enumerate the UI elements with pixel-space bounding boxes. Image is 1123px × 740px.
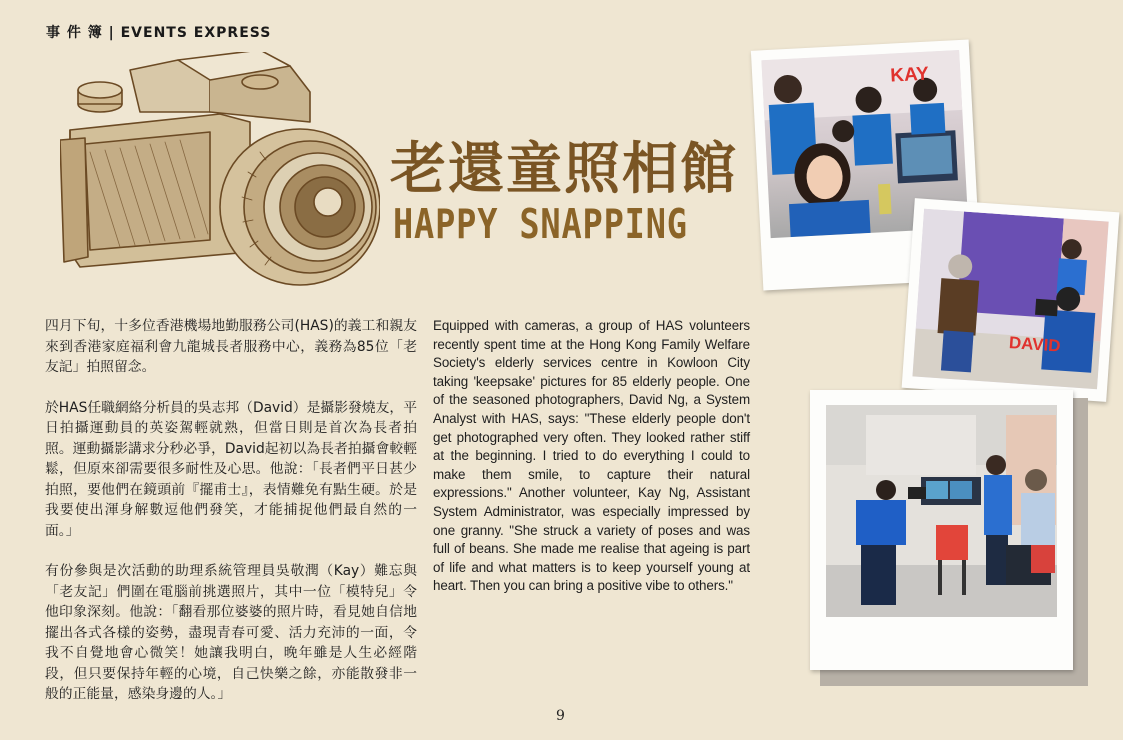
photo-label-david: DAVID bbox=[1008, 333, 1062, 356]
chinese-paragraph: 四月下旬，十多位香港機場地勤服務公司(HAS)的義工和親友來到香港家庭福利會九龍城長者服務中心，義務為85位「老友記」拍照留念。 bbox=[45, 318, 417, 375]
photo-david-scene bbox=[912, 209, 1108, 389]
chinese-paragraph: 有份參與是次活動的助理系統管理員吳敬潤（Kay）難忘與「老友記」們圍在電腦前挑選照片，其中一位「模特兒」令他印象深刻。他說：「翻看那位婆婆的照片時，看見她自信地擺出各式各樣的姿勢，盡現青春可愛、活力充沛的一面，令我不自覺地會心微笑！她讓我明白，晚年雖是人生必經階段，但只要保持年輕的心境，自己快樂之餘，亦能散發非一般的正能量，感染身邊的人。」 bbox=[45, 563, 417, 702]
page-number: 9 bbox=[556, 708, 565, 724]
section-header: 事 件 簿 | EVENTS EXPRESS bbox=[46, 25, 272, 41]
chinese-paragraph: 於HAS任職網絡分析員的吳志邦（David）是攝影發燒友，平日拍攝運動員的英姿駕輕就熟，但當日則是首次為長者拍照。運動攝影講求分秒必爭，David起初以為長者拍攝會較輕鬆，但原來卻需要很多耐性及心思。他說：「長者們平日甚少拍照，要他們在鏡頭前『擺甫士』，表情難免有點生硬。於是我要使出渾身解數逗他們發笑，才能捕捉他們最自然的一面。」 bbox=[45, 399, 417, 539]
photo-group-image bbox=[826, 405, 1057, 617]
photo-david-image bbox=[912, 209, 1108, 389]
title-english: HAPPY SNAPPING bbox=[393, 200, 688, 248]
title-chinese: 老還童照相館 bbox=[390, 137, 738, 202]
photo-david bbox=[902, 198, 1120, 402]
photo-group-scene bbox=[826, 405, 1057, 617]
chinese-article bbox=[45, 316, 417, 725]
camera-illustration bbox=[60, 52, 380, 287]
photo-group bbox=[810, 390, 1073, 670]
photo-label-kay: KAY bbox=[889, 63, 930, 87]
english-article: Equipped with cameras, a group of HAS volunteers recently spent time at the Hong Kong Family Welfare Society's elderly services centre in Kowloon City taking 'keepsake' pictures for 85 elderly people. One of the seasoned photographers, David Ng, a System Analyst with HAS, says: "These elderly people don't get photographed very often. They looked rather stiff at the beginning. I tried to do everything I could to make them smile, to capture their natural expressions." Another volunteer, Kay Ng, Assistant System Administrator, was especially impressed by one granny. "She struck a variety of poses and was full of beans. She made me realise that ageing is part of life and what matters is to keep yourself young at heart. Then you can bring a positive vibe to others." bbox=[433, 318, 750, 594]
